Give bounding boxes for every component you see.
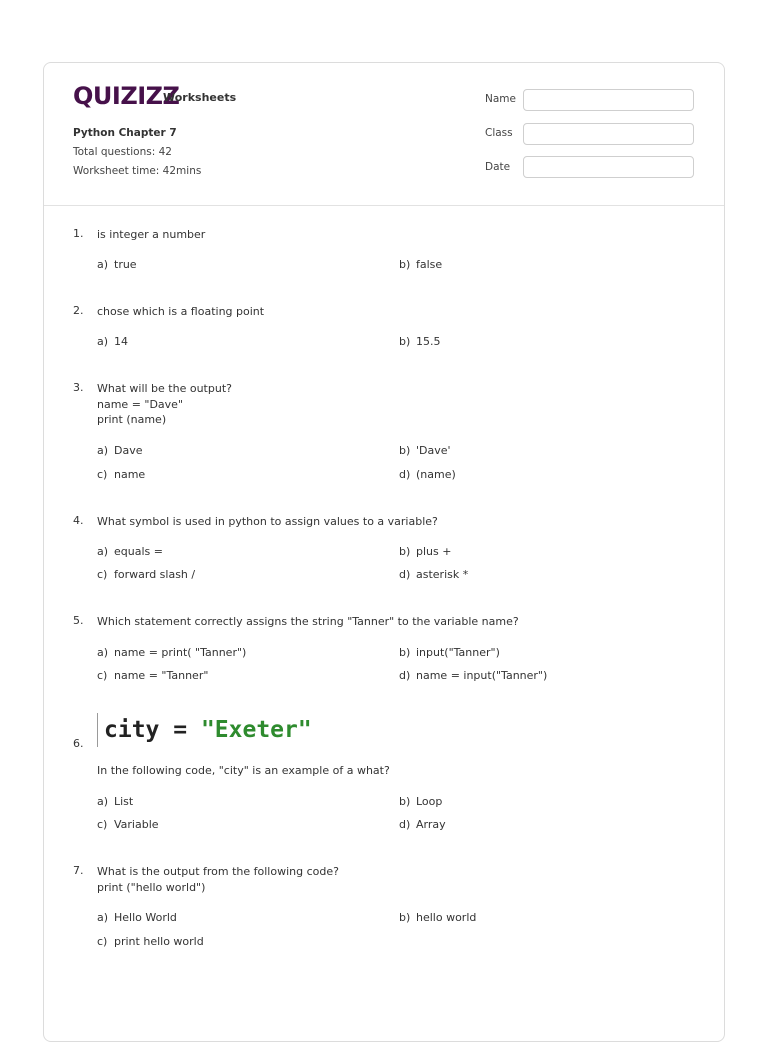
option-b[interactable]: b) 15.5 — [399, 335, 441, 348]
option-a[interactable]: a) true — [97, 258, 137, 271]
option-c[interactable]: c) print hello world — [97, 935, 204, 948]
option-a[interactable]: a) Hello World — [97, 911, 177, 924]
option-c[interactable]: c) forward slash / — [97, 568, 196, 581]
question-number: 7. — [73, 864, 84, 877]
logo-subtitle: Worksheets — [163, 91, 237, 104]
date-label: Date — [485, 161, 511, 173]
option-a[interactable]: a) name = print( "Tanner") — [97, 646, 247, 659]
option-b[interactable]: b) Loop — [399, 795, 443, 808]
date-field[interactable] — [523, 156, 694, 178]
option-a[interactable]: a) Dave — [97, 444, 143, 457]
option-a[interactable]: a) List — [97, 795, 134, 808]
option-d[interactable]: d) Array — [399, 818, 446, 831]
option-c[interactable]: c) name = "Tanner" — [97, 669, 209, 682]
option-a[interactable]: a) equals = — [97, 545, 163, 558]
name-label: Name — [485, 93, 516, 105]
question-number: 1. — [73, 227, 84, 240]
option-b[interactable]: b) hello world — [399, 911, 477, 924]
question-number: 4. — [73, 514, 84, 527]
worksheet-time: Worksheet time: 42mins — [73, 165, 202, 177]
worksheet-header — [44, 63, 724, 206]
quizizz-logo: QUIZIZZ — [73, 82, 180, 110]
question-number: 5. — [73, 614, 84, 627]
option-d[interactable]: d) asterisk * — [399, 568, 469, 581]
option-b[interactable]: b) false — [399, 258, 443, 271]
option-c[interactable]: c) Variable — [97, 818, 159, 831]
class-field[interactable] — [523, 123, 694, 145]
option-b[interactable]: b) input("Tanner") — [399, 646, 500, 659]
option-c[interactable]: c) name — [97, 468, 146, 481]
option-b[interactable]: b) 'Dave' — [399, 444, 451, 457]
option-a[interactable]: a) 14 — [97, 335, 128, 348]
worksheet-title: Python Chapter 7 — [73, 127, 177, 139]
option-d[interactable]: d) name = input("Tanner") — [399, 669, 548, 682]
option-b[interactable]: b) plus + — [399, 545, 452, 558]
question-number: 2. — [73, 304, 84, 317]
class-label: Class — [485, 127, 513, 139]
question-text: is integer a number — [97, 228, 206, 241]
option-d[interactable]: d) (name) — [399, 468, 456, 481]
question-6-text: In the following code, "city" is an example of a what? — [97, 764, 390, 777]
total-questions: Total questions: 42 — [73, 146, 172, 158]
question-text: What is the output from the following code? print ("hello world") — [97, 865, 339, 894]
code-snippet-image: city = "Exeter" — [97, 713, 312, 747]
question-text: Which statement correctly assigns the string "Tanner" to the variable name? — [97, 615, 519, 628]
question-text: chose which is a floating point — [97, 305, 265, 318]
name-field[interactable] — [523, 89, 694, 111]
question-number: 6. — [73, 737, 84, 750]
question-text: What symbol is used in python to assign values to a variable? — [97, 515, 438, 528]
question-number: 3. — [73, 381, 84, 394]
question-text: What will be the output? name = "Dave" print (name) — [97, 382, 232, 426]
